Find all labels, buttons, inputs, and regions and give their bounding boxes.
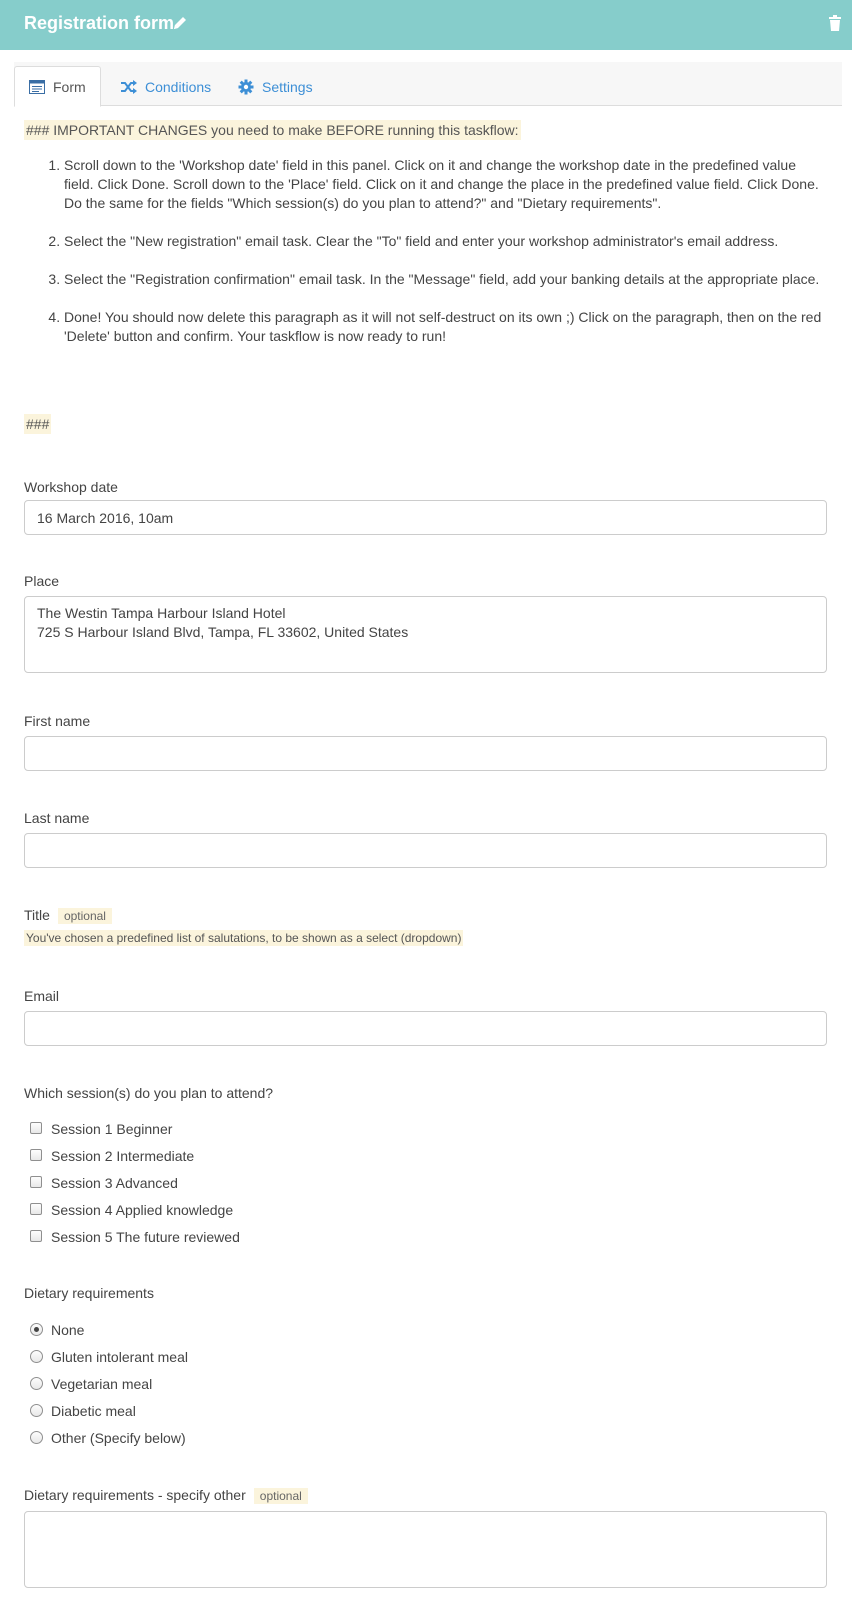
gear-icon: [238, 79, 254, 95]
pencil-icon[interactable]: [172, 15, 188, 31]
dietary-option-label: None: [51, 1322, 85, 1338]
radio-button[interactable]: [30, 1404, 43, 1417]
dietary-option[interactable]: [30, 1322, 84, 1338]
optional-badge: optional: [58, 908, 112, 924]
session-option[interactable]: [30, 1175, 178, 1191]
checkbox[interactable]: [30, 1176, 42, 1188]
title-help-text: You've chosen a predefined list of salutations, to be shown as a select (dropdown): [26, 931, 462, 945]
email-label: Email: [24, 988, 60, 1004]
trash-icon[interactable]: [828, 15, 842, 31]
session-option-label: Session 5 The future reviewed: [51, 1229, 240, 1245]
place-field[interactable]: [24, 596, 827, 673]
header-bar: [0, 0, 852, 50]
dietary-option[interactable]: [30, 1430, 186, 1446]
radio-button[interactable]: [30, 1323, 43, 1336]
important-notice[interactable]: ### IMPORTANT CHANGES you need to make BEFORE running this taskflow:: [26, 122, 519, 138]
workshop-date-label: Workshop date: [24, 479, 118, 495]
dietary-option[interactable]: [30, 1376, 152, 1392]
instruction-step: 4. Done! You should now delete this paragraph as it will not self-destruct on its own ;) Click on the paragraph, then on the red 'Delete' button and confirm. Your taskflow is now ready to run!: [64, 308, 824, 346]
dietary-option[interactable]: [30, 1349, 188, 1365]
sessions-label: Which session(s) do you plan to attend?: [24, 1085, 274, 1101]
shuffle-icon: [120, 80, 137, 94]
dietary-other-field[interactable]: [24, 1511, 827, 1588]
dietary-option[interactable]: [30, 1403, 136, 1419]
form-title[interactable]: Registration form: [24, 13, 175, 33]
tab-settings-label: Settings: [262, 78, 313, 95]
tab-conditions-label: Conditions: [145, 78, 212, 95]
session-option-label: Session 2 Intermediate: [51, 1148, 195, 1164]
end-marker[interactable]: ###: [26, 416, 50, 432]
last-name-field[interactable]: [24, 833, 827, 868]
dietary-option-label: Gluten intolerant meal: [51, 1349, 188, 1365]
dietary-other-field-label: [24, 1487, 308, 1504]
session-option-label: Session 1 Beginner: [51, 1121, 173, 1137]
tab-form[interactable]: [14, 66, 101, 107]
tab-conditions[interactable]: [106, 66, 225, 107]
checkbox[interactable]: [30, 1230, 42, 1242]
dietary-label: Dietary requirements: [24, 1285, 154, 1301]
optional-badge: optional: [254, 1488, 308, 1504]
email-field[interactable]: [24, 1011, 827, 1046]
form-icon: [29, 79, 45, 95]
checkbox[interactable]: [30, 1149, 42, 1161]
tab-settings[interactable]: [224, 66, 327, 107]
place-label: Place: [24, 573, 60, 589]
dietary-other-label-text: Dietary requirements - specify other: [24, 1487, 246, 1503]
instruction-step: 3. Select the "Registration confirmation" email task. In the "Message" field, add your banking details at the appropriate place.: [64, 270, 824, 289]
dietary-option-label: Vegetarian meal: [51, 1376, 153, 1392]
dietary-option-label: Other (Specify below): [51, 1430, 186, 1446]
title-field-label: [24, 907, 112, 924]
session-option[interactable]: [30, 1229, 240, 1245]
last-name-label: Last name: [24, 810, 90, 826]
tab-strip: [14, 62, 842, 106]
radio-button[interactable]: [30, 1431, 43, 1444]
checkbox[interactable]: [30, 1122, 42, 1134]
radio-button[interactable]: [30, 1350, 43, 1363]
instruction-step: 2. Select the "New registration" email task. Clear the "To" field and enter your workshop administrator's email address.: [64, 232, 824, 251]
session-option[interactable]: [30, 1121, 172, 1137]
session-option-label: Session 4 Applied knowledge: [51, 1202, 234, 1218]
session-option[interactable]: [30, 1148, 194, 1164]
title-label-text: Title: [24, 907, 50, 923]
workshop-date-field[interactable]: [24, 500, 827, 535]
tab-form-label: Form: [53, 78, 86, 95]
first-name-label: First name: [24, 713, 91, 729]
instructions-list[interactable]: [24, 156, 824, 365]
checkbox[interactable]: [30, 1203, 42, 1215]
session-option-label: Session 3 Advanced: [51, 1175, 178, 1191]
dietary-option-label: Diabetic meal: [51, 1403, 136, 1419]
session-option[interactable]: [30, 1202, 233, 1218]
instruction-step: 1. Scroll down to the 'Workshop date' field in this panel. Click on it and change the workshop date in the predefined value field. Click Done. Scroll down to the 'Place' field. Click on it and change the place in the predefined value field. Click Done. Do the same for the fields "Which session(s) do you plan to attend?" and "Dietary requirements".: [64, 156, 824, 213]
first-name-field[interactable]: [24, 736, 827, 771]
radio-button[interactable]: [30, 1377, 43, 1390]
